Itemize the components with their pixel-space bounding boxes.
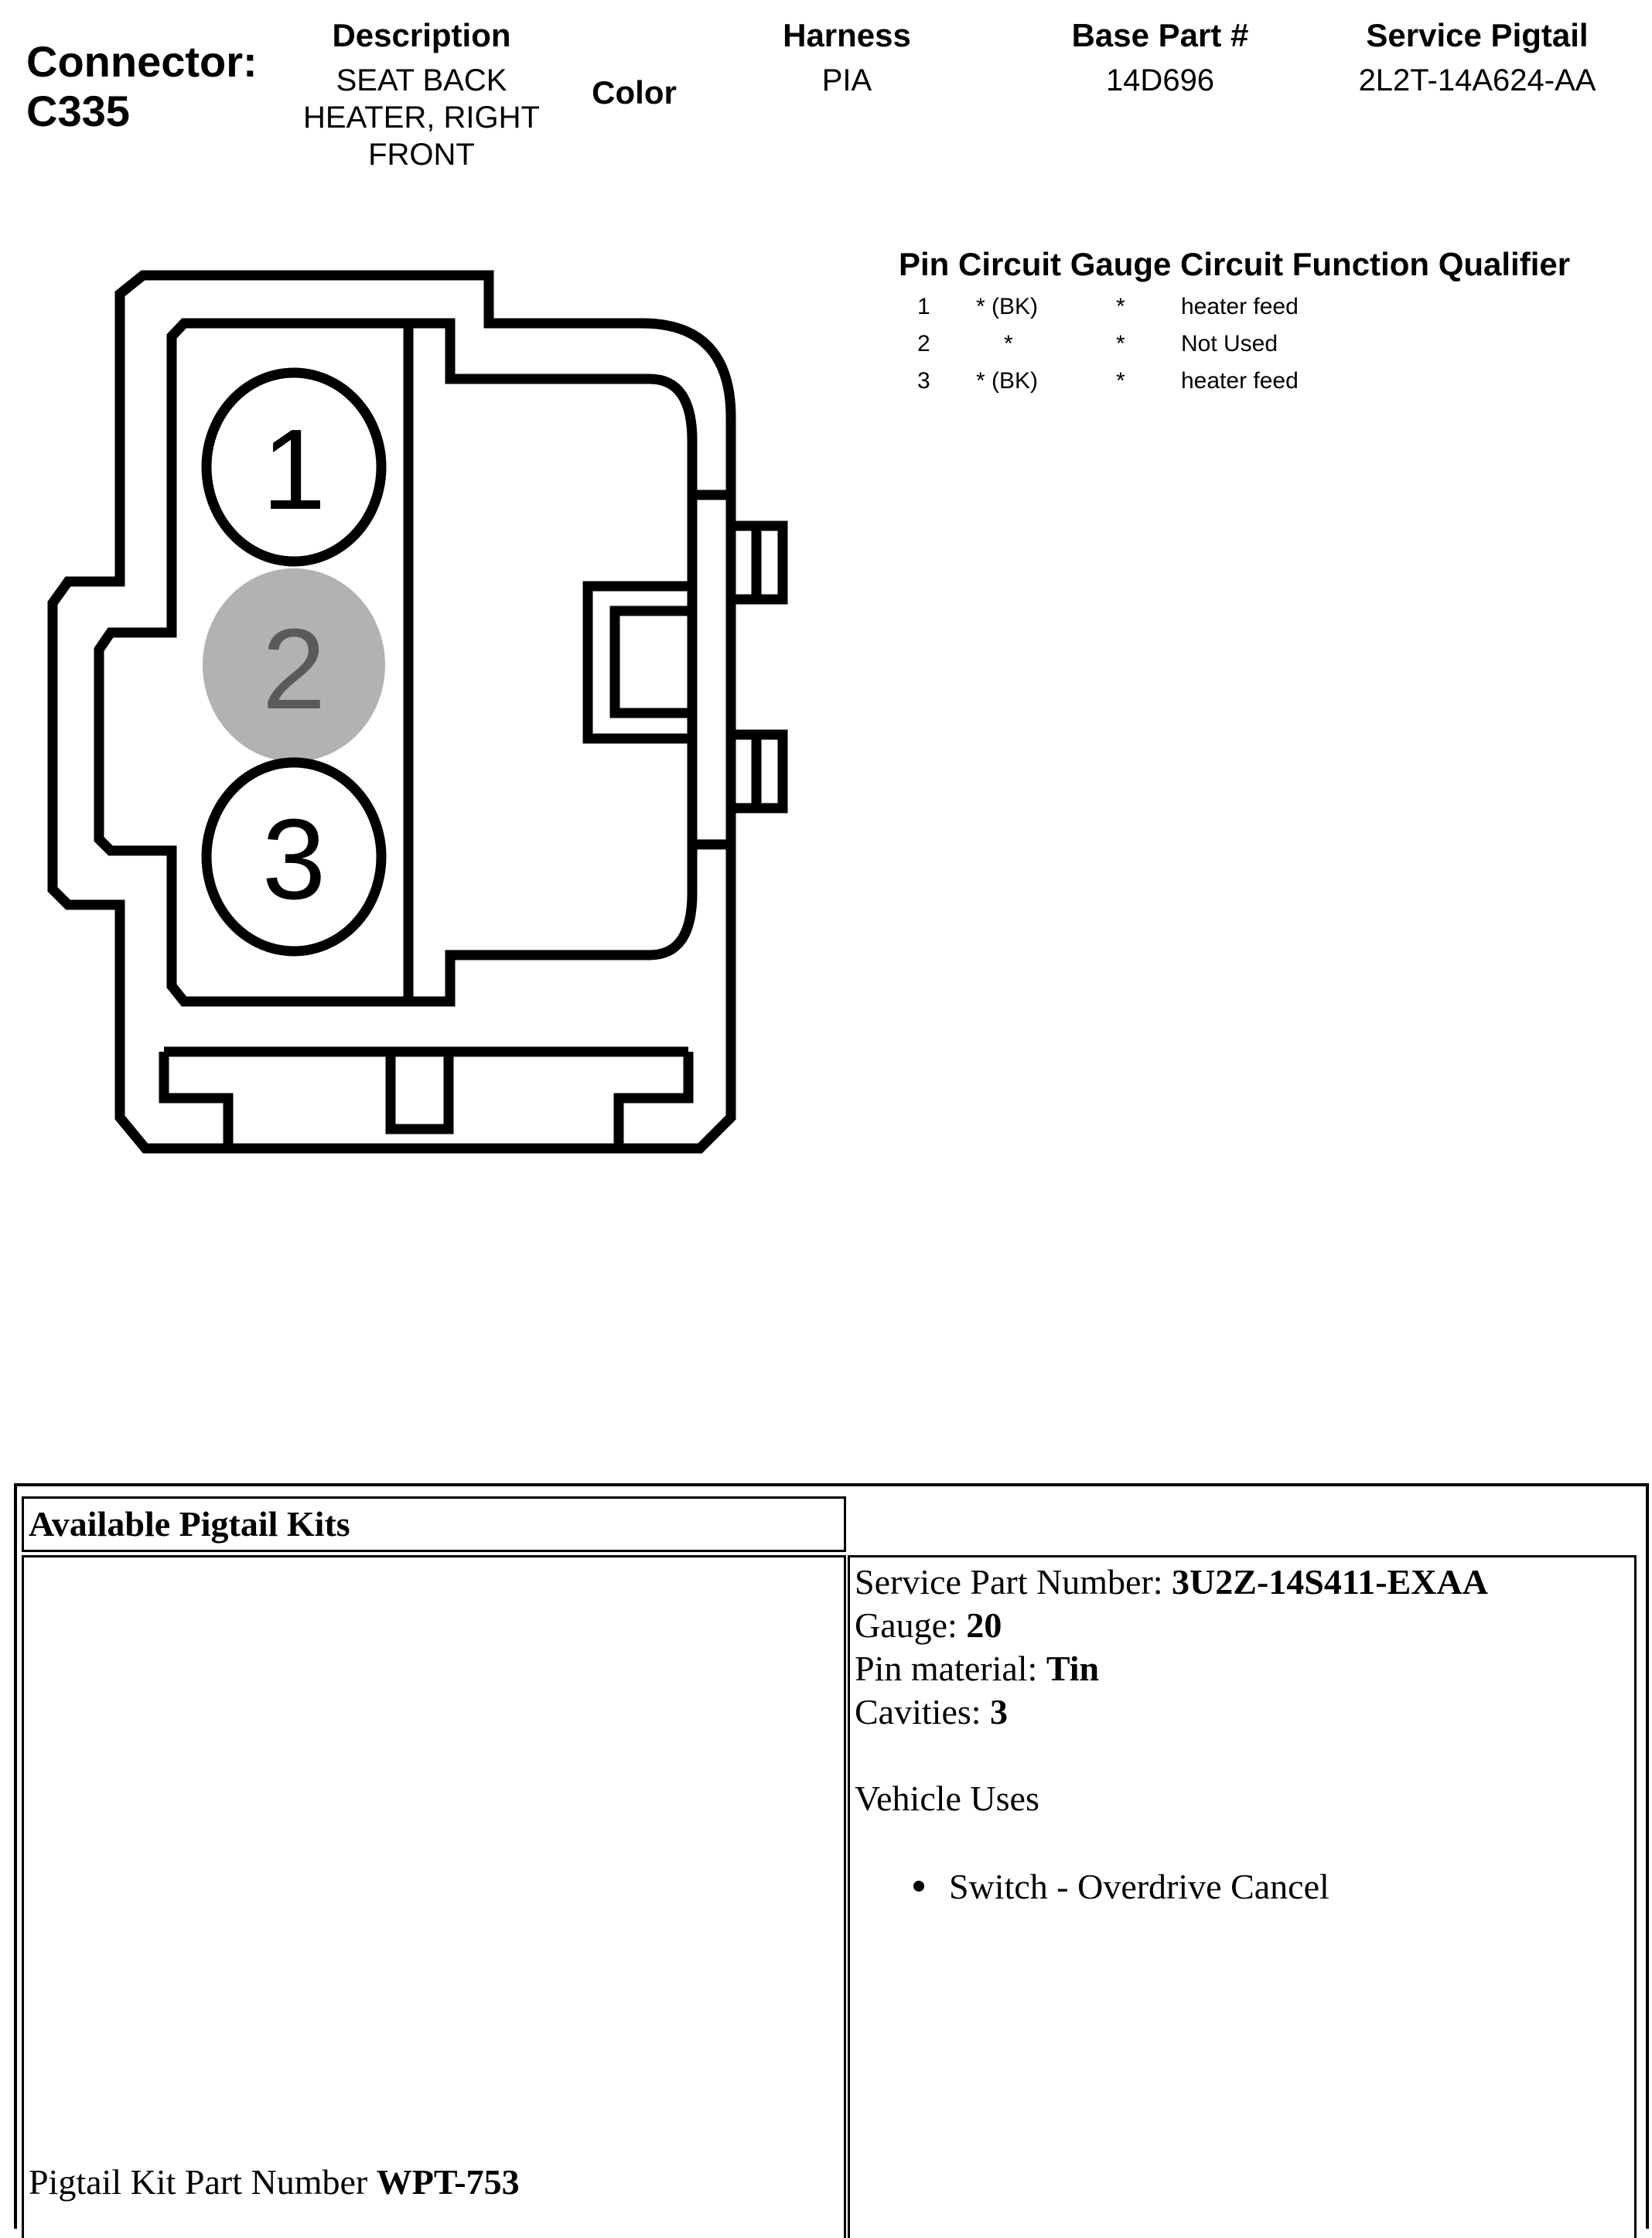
pin-material: Pin material: Tin bbox=[855, 1649, 1100, 1688]
connector-title bbox=[26, 37, 258, 136]
base-part-value: 14D696 bbox=[1105, 63, 1215, 97]
pin-number: 1 bbox=[917, 294, 930, 319]
service-pigtail-value: 2L2T-14A624-AA bbox=[1358, 63, 1596, 97]
pin-circuit: * (BK) bbox=[976, 294, 1039, 319]
cavities: Cavities: 3 bbox=[855, 1692, 1009, 1731]
description-line-2: HEATER, RIGHT bbox=[303, 101, 540, 135]
vehicle-uses-label: Vehicle Uses bbox=[855, 1779, 1039, 1818]
pigtail-details bbox=[855, 1561, 1488, 1909]
pin-circuit: * bbox=[1004, 331, 1013, 357]
pin-function: heater feed bbox=[1181, 294, 1299, 319]
pin-gauge: * bbox=[1116, 331, 1125, 357]
pin-cavity-2 bbox=[203, 568, 385, 762]
base-part-header: Base Part # bbox=[1071, 17, 1249, 53]
kit-part-label: Pigtail Kit Part Number bbox=[29, 2162, 377, 2202]
service-part-number: Service Part Number: 3U2Z-14S411-EXAA bbox=[855, 1562, 1488, 1602]
pin-table-header: Pin Circuit Gauge Circuit Function Qualifier bbox=[899, 246, 1571, 282]
pin-label-3: 3 bbox=[261, 796, 326, 923]
pigtail-title-cell bbox=[22, 1496, 846, 1552]
kit-part-value: WPT-753 bbox=[376, 2162, 520, 2202]
description-line-1: SEAT BACK bbox=[336, 63, 507, 97]
connector-id: C335 bbox=[26, 87, 130, 135]
foot-left bbox=[164, 1052, 228, 1148]
pin-gauge: * bbox=[1116, 368, 1125, 394]
harness-header: Harness bbox=[783, 17, 911, 53]
gauge: Gauge: 20 bbox=[855, 1605, 1002, 1645]
pin-label-1: 1 bbox=[261, 406, 326, 534]
pin-gauge: * bbox=[1116, 294, 1125, 319]
pin-cavity-1 bbox=[206, 373, 381, 561]
description-header: Description bbox=[332, 17, 511, 53]
bullet-icon bbox=[913, 1881, 924, 1892]
harness-value: PIA bbox=[821, 63, 872, 97]
pigtail-kit-part bbox=[29, 2161, 520, 2204]
pin-number: 3 bbox=[917, 368, 930, 394]
pigtail-kits-title: Available Pigtail Kits bbox=[29, 1504, 350, 1544]
foot-center bbox=[391, 1052, 449, 1129]
service-pigtail-header: Service Pigtail bbox=[1366, 17, 1589, 53]
description-line-3: FRONT bbox=[368, 138, 475, 172]
pigtail-details-cell bbox=[848, 1555, 1637, 2238]
pin-function: heater feed bbox=[1181, 368, 1299, 394]
pin-circuit: * (BK) bbox=[976, 368, 1039, 394]
connector-diagram bbox=[0, 247, 820, 1175]
foot-right bbox=[619, 1052, 688, 1148]
pin-number: 2 bbox=[917, 331, 930, 357]
pin-function: Not Used bbox=[1181, 331, 1278, 357]
connector-label: Connector: bbox=[26, 37, 258, 86]
vehicle-use-item: Switch - Overdrive Cancel bbox=[855, 1865, 1488, 1909]
description-value bbox=[278, 62, 565, 173]
pin-cavity-3 bbox=[206, 762, 381, 951]
pigtail-kit-cell bbox=[22, 1555, 846, 2238]
connector-inner-housing bbox=[99, 323, 692, 1001]
color-header: Color bbox=[592, 74, 677, 111]
pin-label-2: 2 bbox=[261, 606, 326, 733]
